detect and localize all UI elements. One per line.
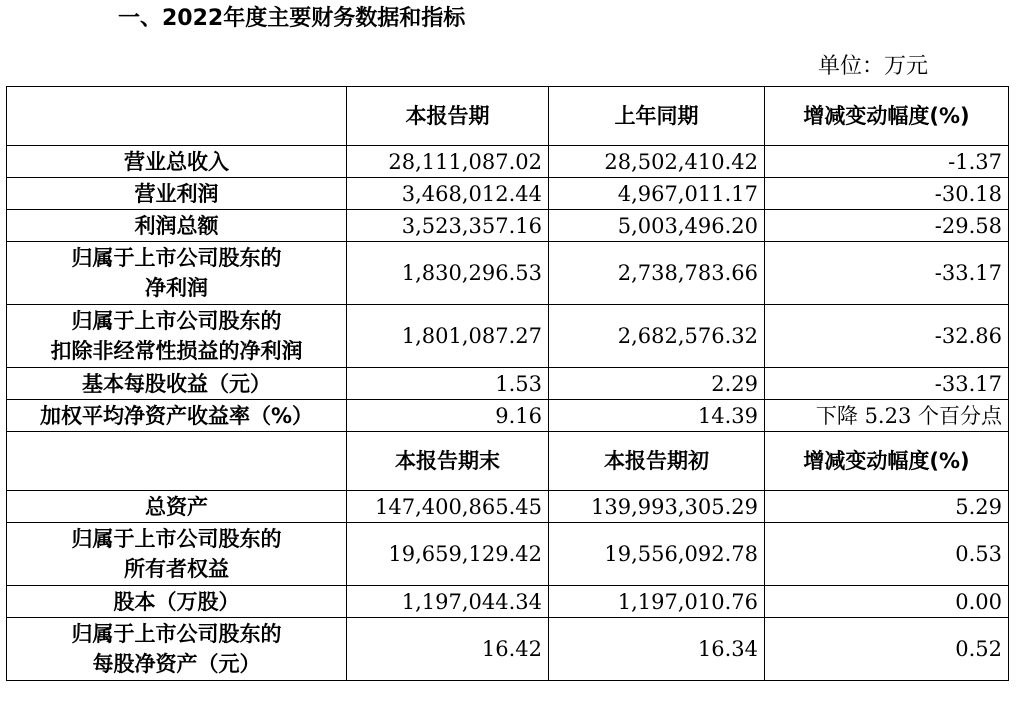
value-cell: 1,801,087.27 bbox=[347, 305, 549, 368]
value-cell: 9.16 bbox=[347, 400, 549, 432]
header-cell: 上年同期 bbox=[549, 87, 765, 146]
value-cell: 147,400,865.45 bbox=[347, 491, 549, 523]
value-cell: 5.29 bbox=[765, 491, 1009, 523]
value-cell: 1,197,010.76 bbox=[549, 586, 765, 618]
value-cell: 3,523,357.16 bbox=[347, 210, 549, 242]
value-cell: 2,738,783.66 bbox=[549, 242, 765, 305]
row-label-line: 归属于上市公司股东的 bbox=[71, 246, 282, 270]
row-label-line: 加权平均净资产收益率（%） bbox=[39, 403, 314, 428]
row-label bbox=[7, 305, 347, 368]
row-label bbox=[7, 242, 347, 305]
value-cell: 14.39 bbox=[549, 400, 765, 432]
value-cell: 28,111,087.02 bbox=[347, 146, 549, 178]
row-label-line: 股本（万股） bbox=[113, 589, 240, 614]
value-cell: 下降 5.23 个百分点 bbox=[765, 400, 1009, 432]
row-label-line: 所有者权益 bbox=[124, 557, 229, 581]
value-cell: 16.34 bbox=[549, 618, 765, 681]
table-row bbox=[7, 523, 1009, 586]
value-cell: -1.37 bbox=[765, 146, 1009, 178]
row-label-line: 营业总收入 bbox=[124, 149, 229, 174]
row-label-line: 归属于上市公司股东的 bbox=[71, 527, 282, 551]
value-cell: 4,967,011.17 bbox=[549, 178, 765, 210]
row-label bbox=[7, 400, 347, 432]
value-cell: 1,830,296.53 bbox=[347, 242, 549, 305]
value-cell: 0.52 bbox=[765, 618, 1009, 681]
table-row bbox=[7, 368, 1009, 400]
header-cell: 本报告期初 bbox=[549, 432, 765, 491]
value-cell: 0.00 bbox=[765, 586, 1009, 618]
row-label-line: 营业利润 bbox=[134, 181, 219, 206]
value-cell: 0.53 bbox=[765, 523, 1009, 586]
value-cell: 2.29 bbox=[549, 368, 765, 400]
row-label bbox=[7, 491, 347, 523]
table-row bbox=[7, 491, 1009, 523]
value-cell: -33.17 bbox=[765, 368, 1009, 400]
row-label bbox=[7, 368, 347, 400]
value-cell: 1.53 bbox=[347, 368, 549, 400]
table-row bbox=[7, 178, 1009, 210]
value-cell: -32.86 bbox=[765, 305, 1009, 368]
value-cell: 5,003,496.20 bbox=[549, 210, 765, 242]
header-row bbox=[7, 87, 1009, 146]
value-cell: 2,682,576.32 bbox=[549, 305, 765, 368]
value-cell: -30.18 bbox=[765, 178, 1009, 210]
table-row bbox=[7, 210, 1009, 242]
row-label bbox=[7, 586, 347, 618]
row-label-line: 每股净资产（元） bbox=[92, 652, 261, 676]
value-cell: 19,556,092.78 bbox=[549, 523, 765, 586]
header-row bbox=[7, 432, 1009, 491]
value-cell: 19,659,129.42 bbox=[347, 523, 549, 586]
row-label-line: 归属于上市公司股东的 bbox=[71, 309, 282, 333]
table-row bbox=[7, 146, 1009, 178]
unit-label: 单位：万元 bbox=[818, 54, 929, 79]
value-cell: 3,468,012.44 bbox=[347, 178, 549, 210]
row-label-line: 总资产 bbox=[145, 494, 208, 519]
row-label bbox=[7, 523, 347, 586]
row-label bbox=[7, 210, 347, 242]
row-label-line: 扣除非经常性损益的净利润 bbox=[50, 339, 303, 363]
header-cell: 增减变动幅度(%) bbox=[765, 87, 1009, 146]
value-cell: 28,502,410.42 bbox=[549, 146, 765, 178]
row-label bbox=[7, 146, 347, 178]
row-label bbox=[7, 618, 347, 681]
row-label bbox=[7, 178, 347, 210]
value-cell: 16.42 bbox=[347, 618, 549, 681]
header-blank-cell bbox=[7, 432, 347, 491]
row-label-line: 基本每股收益（元） bbox=[82, 371, 271, 396]
value-cell: 139,993,305.29 bbox=[549, 491, 765, 523]
row-label-line: 利润总额 bbox=[134, 213, 219, 238]
table-row bbox=[7, 618, 1009, 681]
header-cell: 本报告期末 bbox=[347, 432, 549, 491]
header-blank-cell bbox=[7, 87, 347, 146]
section-heading: 一、2022年度主要财务数据和指标 bbox=[118, 6, 466, 31]
value-cell: -33.17 bbox=[765, 242, 1009, 305]
table-row bbox=[7, 400, 1009, 432]
row-label-line: 净利润 bbox=[145, 276, 208, 300]
row-label-line: 归属于上市公司股东的 bbox=[71, 622, 282, 646]
value-cell: -29.58 bbox=[765, 210, 1009, 242]
table-row bbox=[7, 305, 1009, 368]
table-row bbox=[7, 586, 1009, 618]
value-cell: 1,197,044.34 bbox=[347, 586, 549, 618]
header-cell: 增减变动幅度(%) bbox=[765, 432, 1009, 491]
financial-table bbox=[6, 86, 1009, 681]
header-cell: 本报告期 bbox=[347, 87, 549, 146]
table-row bbox=[7, 242, 1009, 305]
